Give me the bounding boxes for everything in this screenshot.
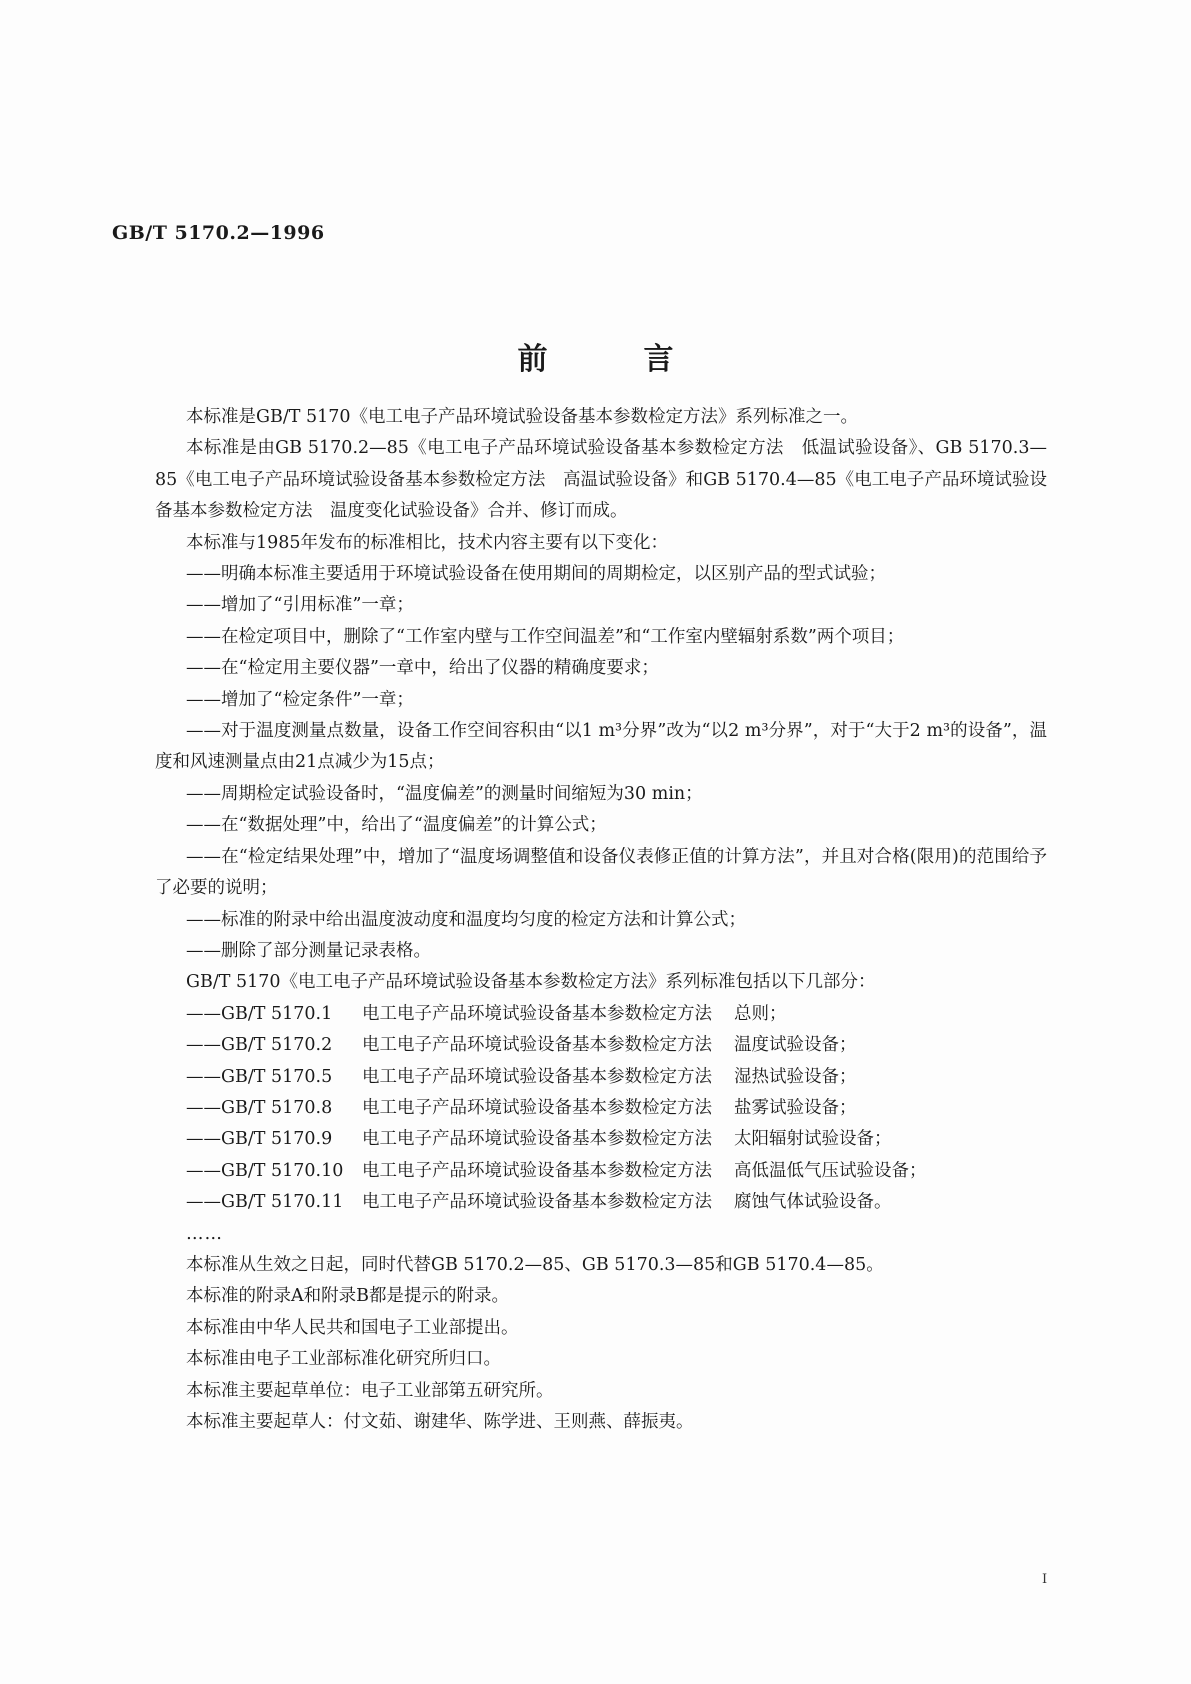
change-item-10: ——标准的附录中给出温度波动度和温度均匀度的检定方法和计算公式； <box>186 909 746 930</box>
series-part: 总则； <box>734 1003 787 1024</box>
series-part: 太阳辐射试验设备； <box>734 1129 892 1150</box>
page-title <box>0 334 1191 378</box>
series-item <box>155 1030 1047 1061</box>
closing-paragraph-6: 本标准主要起草人：付文茹、谢建华、陈学进、王则燕、薛振夷。 <box>186 1412 694 1432</box>
series-code: ——GB/T 5170.9 <box>186 1129 333 1150</box>
series-item <box>155 999 1047 1030</box>
change-item-7: ——周期检定试验设备时，“温度偏差”的测量时间缩短为30 min； <box>186 783 703 804</box>
series-item <box>155 1187 1047 1218</box>
series-code: ——GB/T 5170.10 <box>186 1160 344 1181</box>
change-item-11: ——删除了部分测量记录表格。 <box>186 940 431 961</box>
series-code: ——GB/T 5170.11 <box>186 1192 344 1213</box>
series-part: 温度试验设备； <box>734 1035 857 1056</box>
series-item <box>155 1124 1047 1155</box>
series-title: 电工电子产品环境试验设备基本参数检定方法 <box>362 1066 712 1087</box>
series-title: 电工电子产品环境试验设备基本参数检定方法 <box>362 1097 712 1118</box>
intro-paragraph-1: 本标准是GB/T 5170《电工电子产品环境试验设备基本参数检定方法》系列标准之一。 <box>186 407 859 427</box>
closing-paragraph-3: 本标准由中华人民共和国电子工业部提出。 <box>186 1317 519 1338</box>
closing-paragraph-4: 本标准由电子工业部标准化研究所归口。 <box>186 1349 501 1370</box>
series-item <box>155 1156 1047 1187</box>
change-item-3: ——在检定项目中，删除了“工作室内壁与工作空间温差”和“工作室内壁辐射系数”两个项目； <box>186 626 905 647</box>
intro-paragraph-2: 本标准是由GB 5170.2—85《电工电子产品环境试验设备基本参数检定方法 低温试验设备》、GB 5170.3—85《电工电子产品环境试验设备基本参数检定方法 高温试验设备》和GB 5170.4—85《电工电子产品环境试验设备基本参数检定方法 温度变化试验设备》合并、修订而成。 <box>155 438 1047 522</box>
page-number: I <box>1042 1572 1048 1587</box>
intro-paragraph-3: 本标准与1985年发布的标准相比，技术内容主要有以下变化： <box>186 532 669 553</box>
series-part: 腐蚀气体试验设备。 <box>734 1192 892 1213</box>
series-title: 电工电子产品环境试验设备基本参数检定方法 <box>362 1192 712 1213</box>
standard-code-header: GB/T 5170.2—1996 <box>112 222 325 244</box>
series-code: ——GB/T 5170.1 <box>186 1003 333 1024</box>
page-title-char-1: 前 <box>517 342 548 377</box>
closing-paragraph-5: 本标准主要起草单位：电子工业部第五研究所。 <box>186 1380 554 1401</box>
series-intro-paragraph: GB/T 5170《电工电子产品环境试验设备基本参数检定方法》系列标准包括以下几部分： <box>186 972 876 993</box>
series-title: 电工电子产品环境试验设备基本参数检定方法 <box>362 1003 712 1024</box>
series-part: 湿热试验设备； <box>734 1066 857 1087</box>
change-item-8: ——在“数据处理”中，给出了“温度偏差”的计算公式； <box>186 815 607 836</box>
series-item <box>155 1093 1047 1124</box>
closing-paragraph-1: 本标准从生效之日起，同时代替GB 5170.2—85、GB 5170.3—85和GB 5170.4—85。 <box>186 1254 884 1275</box>
change-item-9: ——在“检定结果处理”中，增加了“温度场调整值和设备仪表修正值的计算方法”，并且对合格(限用)的范围给予了必要的说明； <box>155 846 1047 899</box>
change-item-2: ——增加了“引用标准”一章； <box>186 595 414 616</box>
series-part: 高低温低气压试验设备； <box>734 1160 927 1181</box>
change-item-4: ——在“检定用主要仪器”一章中，给出了仪器的精确度要求； <box>186 658 659 679</box>
series-code: ——GB/T 5170.2 <box>186 1035 333 1056</box>
series-code: ——GB/T 5170.8 <box>186 1097 333 1118</box>
series-title: 电工电子产品环境试验设备基本参数检定方法 <box>362 1035 712 1056</box>
closing-paragraph-2: 本标准的附录A和附录B都是提示的附录。 <box>186 1286 509 1307</box>
change-item-1: ——明确本标准主要适用于环境试验设备在使用期间的周期检定，以区别产品的型式试验； <box>186 564 886 585</box>
series-title: 电工电子产品环境试验设备基本参数检定方法 <box>362 1160 712 1181</box>
change-item-5: ——增加了“检定条件”一章； <box>186 689 414 710</box>
foreword-body <box>155 402 1047 1438</box>
series-title: 电工电子产品环境试验设备基本参数检定方法 <box>362 1129 712 1150</box>
series-code: ——GB/T 5170.5 <box>186 1066 333 1087</box>
ellipsis-mark: …… <box>186 1223 223 1244</box>
series-part: 盐雾试验设备； <box>734 1097 857 1118</box>
page-title-char-2: 言 <box>643 342 674 377</box>
change-item-6: ——对于温度测量点数量，设备工作空间容积由“以1 m³分界”改为“以2 m³分界”，对于“大于2 m³的设备”，温度和风速测量点由21点减少为15点； <box>155 721 1047 773</box>
series-item <box>155 1062 1047 1093</box>
